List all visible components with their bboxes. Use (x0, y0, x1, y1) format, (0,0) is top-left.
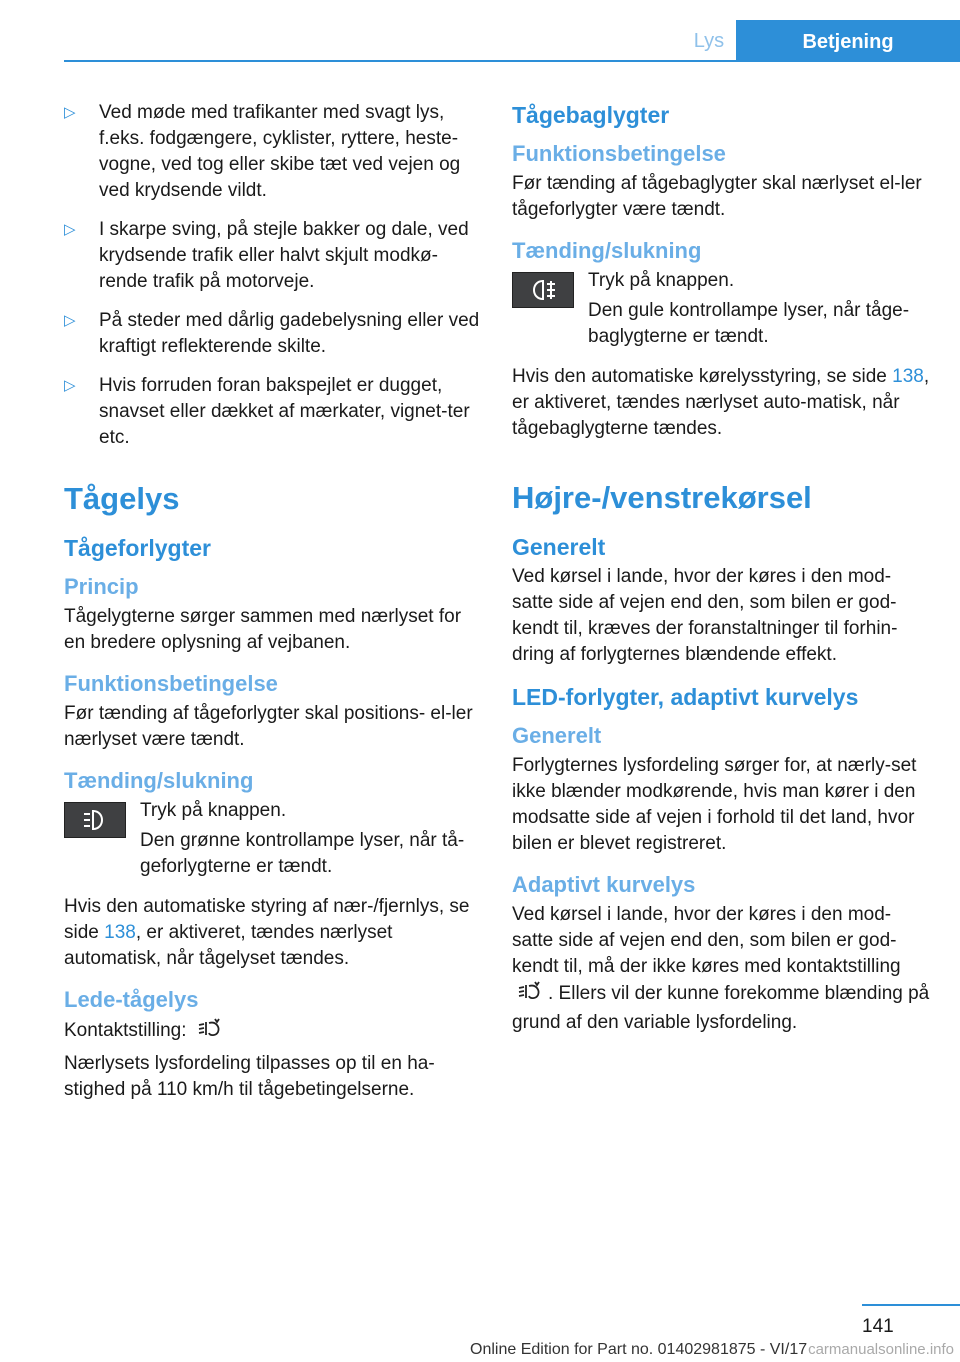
list-item: ▷ Hvis forruden foran bakspejlet er dugget, snavset eller dækket af mærkater, vignet‐ter etc. (64, 375, 470, 448)
list-item: ▷ Ved møde med trafikanter med svagt lys, f.eks. fodgængere, cyklister, ryttere, heste‐vogne, ved tog eller skibe tæt ved vejen og ved krydsende vildt. (64, 102, 461, 201)
tab-betjening[interactable]: Betjening (736, 20, 960, 62)
heading-generelt: Generelt (512, 534, 606, 560)
page-number: 141 (862, 1316, 894, 1337)
heading-generelt-led: Generelt (512, 723, 602, 748)
button-lamp-text: Den grønne kontrollampe lyser, når tå‐geforlygterne er tændt. (140, 830, 465, 877)
front-fog-light-button-icon (64, 802, 126, 838)
adaptivt-text: Ved kørsel i lande, hvor der køres i den mod‐satte side af vejen end den, som bilen er god‐kendt til, må der ikke køres med kontaktstilling . Ellers vil der kunne forekomme blænding på grund af den variable lysfordeling. (512, 904, 930, 1033)
heading-taagebaglygter: Tågebaglygter (512, 102, 670, 128)
section-title-taagelys: Tågelys (64, 481, 180, 516)
edition-footer: Online Edition for Part no. 01402981875 - VI/17 (470, 1341, 808, 1358)
triangle-bullet-icon: ▷ (64, 312, 76, 329)
heading-lede-taagelys: Lede-tågelys (64, 987, 199, 1012)
header-rule (64, 60, 960, 62)
lede-text: Nærlysets lysfordeling tilpasses op til en ha‐stighed på 110 km/h til tågebetingelserne. (64, 1053, 435, 1100)
list-item: ▷ På steder med dårlig gadebelysning eller ved kraftigt reflekterende skilte. (64, 310, 480, 357)
princip-text: Tågelygterne sørger sammen med nærlyset for en bredere oplysning af vejbanen. (64, 606, 462, 653)
triangle-bullet-icon: ▷ (64, 104, 76, 121)
right-column (512, 100, 932, 1050)
section-title-hoejre-venstre: Højre-/venstrekørsel (512, 480, 812, 515)
watermark: carmanualsonline.info (808, 1341, 954, 1358)
front-fog-button-row (64, 798, 484, 880)
button-instruction-bag: Tryk på knappen. (588, 270, 735, 291)
left-column (64, 100, 484, 1117)
heading-taending-bag: Tænding/slukning (512, 238, 702, 263)
heading-funktionsbetingelse-bag: Funktionsbetingelse (512, 141, 726, 166)
fog-switch-position-icon (516, 980, 544, 1010)
led-text: Forlygternes lysfordeling sørger for, at nærly‐set ikke blænder modkørende, hvis man kører i den modsatte side af vejen i forhold til det land, hvor bilen er blevet registreret. (512, 755, 917, 854)
kontakt-line: Kontaktstilling: (64, 1017, 484, 1047)
fog-switch-position-icon (196, 1017, 224, 1047)
page-link-138[interactable]: 138 (104, 922, 136, 943)
heading-led-forlygter: LED-forlygter, adaptivt kurvelys (512, 684, 859, 710)
triangle-bullet-icon: ▷ (64, 377, 76, 394)
funktion-bag-text: Før tænding af tågebaglygter skal nærlyset el‐ler tågeforlygter være tændt. (512, 173, 922, 220)
auto-control-text: Hvis den automatiske styring af nær-/fjernlys, se side 138, er aktiveret, tændes nærlyset automatisk, når tågelyset tændes. (64, 896, 470, 969)
heading-princip: Princip (64, 574, 139, 599)
footer-rule (862, 1304, 960, 1306)
page-link-138[interactable]: 138 (892, 366, 924, 387)
tab-lys[interactable]: Lys (693, 30, 725, 52)
triangle-bullet-icon: ▷ (64, 221, 76, 238)
button-instruction: Tryk på knappen. (140, 800, 287, 821)
heading-adaptivt-kurvelys: Adaptivt kurvelys (512, 872, 696, 897)
funktion-text: Før tænding af tågeforlygter skal positions- el‐ler nærlyset være tændt. (64, 703, 473, 750)
bullet-list (64, 100, 484, 451)
generelt-text: Ved kørsel i lande, hvor der køres i den mod‐satte side af vejen end den, som bilen er god‐kendt til, kræves der foranstaltninger til forhin‐dring af forlygternes blændende effekt. (512, 566, 898, 665)
auto-control-text-bag: Hvis den automatiske kørelysstyring, se side 138, er aktiveret, tændes nærlyset auto‐matisk, når tågebaglygterne tændes. (512, 366, 930, 439)
page-header (0, 0, 960, 62)
rear-fog-light-button-icon (512, 272, 574, 308)
heading-funktionsbetingelse: Funktionsbetingelse (64, 671, 278, 696)
button-lamp-text-bag: Den gule kontrollampe lyser, når tåge‐baglygterne er tændt. (588, 300, 910, 347)
heading-taending: Tænding/slukning (64, 768, 254, 793)
heading-taageforlygter: Tågeforlygter (64, 535, 211, 561)
rear-fog-button-row (512, 268, 932, 350)
list-item: ▷ I skarpe sving, på stejle bakker og dale, ved krydsende trafik eller halvt skjult modkø‐rende trafik på motorveje. (64, 219, 469, 292)
